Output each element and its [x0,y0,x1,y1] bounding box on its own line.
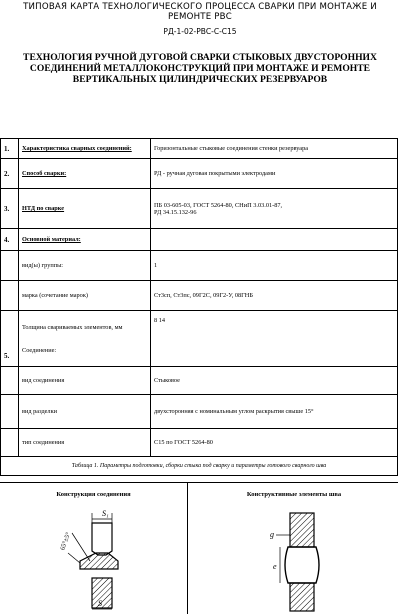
row-value: Горизонтальные стыковые соединения стенки резервуара [151,139,398,159]
joint-design-drawing [0,483,188,614]
row-value: Ст3сп, Ст3пс, 09Г2С, 09Г2-У, 08ГНБ [151,281,398,311]
parameters-table [0,138,398,457]
table-row [1,159,398,189]
weld-elements-drawing [190,483,398,614]
table-row [1,189,398,229]
table-row [1,429,398,457]
row-label: марка (сочетание марок) [19,281,151,311]
row-number [1,251,19,281]
title-line3: ВЕРТИКАЛЬНЫХ ЦИЛИНДРИЧЕСКИХ РЕЗЕРВУАРОВ [72,74,328,85]
thickness-label: Толщина свариваемых элементов, мм [22,323,123,331]
table-row [1,229,398,251]
row-number [1,429,19,457]
row-label [19,311,151,367]
table-row [1,281,398,311]
table-row [1,139,398,159]
row-label: НТД по сварке [19,189,151,229]
row-label: вид соединения [19,367,151,395]
row-number [1,367,19,395]
row-value: Стыковое [151,367,398,395]
title-line2: СОЕДИНЕНИЙ МЕТАЛЛОКОНСТРУКЦИЙ ПРИ МОНТАЖЕ И РЕМОНТЕ [29,63,371,74]
dim-s1-label: S₁ [102,509,109,518]
row-value: 8 14 [151,311,398,367]
table-row [1,367,398,395]
row-value [151,189,398,229]
row-number [1,281,19,311]
document-code: РД-1-02-РВС-С-С15 [163,27,237,36]
weld-elements-panel [190,483,398,614]
row-value: РД - ручная дуговая покрытыми электродами [151,159,398,189]
dim-s-label: S [98,599,102,608]
card-header-line1: ТИПОВАЯ КАРТА ТЕХНОЛОГИЧЕСКОГО ПРОЦЕССА СВАРКИ ПРИ МОНТАЖЕ И [23,2,377,12]
title-line1: ТЕХНОЛОГИЯ РУЧНОЙ ДУГОВОЙ СВАРКИ СТЫКОВЫХ ДВУСТОРОННИХ [23,52,377,63]
dim-g-label: g [270,530,274,539]
row-label: вид разделки [19,395,151,429]
row-label: Основной материал: [19,229,151,251]
table-row [1,311,398,367]
row-value-line1: ПБ 03-605-03, ГОСТ 5264-80, СНиП 3.03.01-87, [154,201,283,209]
row-number [1,395,19,429]
row-label: вид(ы) группы: [19,251,151,281]
table-row [1,395,398,429]
drawings-section [0,482,398,613]
dim-angle-label: 65°±5° [59,531,73,552]
row-number: 5. [1,311,19,367]
card-header-line1b: РЕМОНТЕ РВС [168,12,232,22]
row-value: С15 по ГОСТ 5264-80 [151,429,398,457]
row-label: Характеристика сварных соединений: [19,139,151,159]
weld-elements-title: Конструктивные элементы шва [246,491,342,498]
row-value: 1 [151,251,398,281]
table-row [1,251,398,281]
row-value [151,229,398,251]
row-number: 3. [1,189,19,229]
row-label: Способ сварки: [19,159,151,189]
row-number: 2. [1,159,19,189]
row-value: двухсторонняя с номинальным углом раскрытия свыше 15° [151,395,398,429]
table-caption: Таблица 1. Параметры подготовки, сборки стыка под сварку и параметры готового сварного шва [0,456,398,476]
row-value-line2: РД 34.15.132-96 [154,208,197,216]
document-title [0,52,400,85]
row-number: 1. [1,139,19,159]
joint-design-panel [0,483,188,614]
connection-label: Соединение: [22,346,57,354]
row-number: 4. [1,229,19,251]
card-header [0,2,400,22]
dim-e-label: e [273,562,277,571]
row-label: тип соединения [19,429,151,457]
joint-design-title: Конструкция соединения [56,491,131,498]
